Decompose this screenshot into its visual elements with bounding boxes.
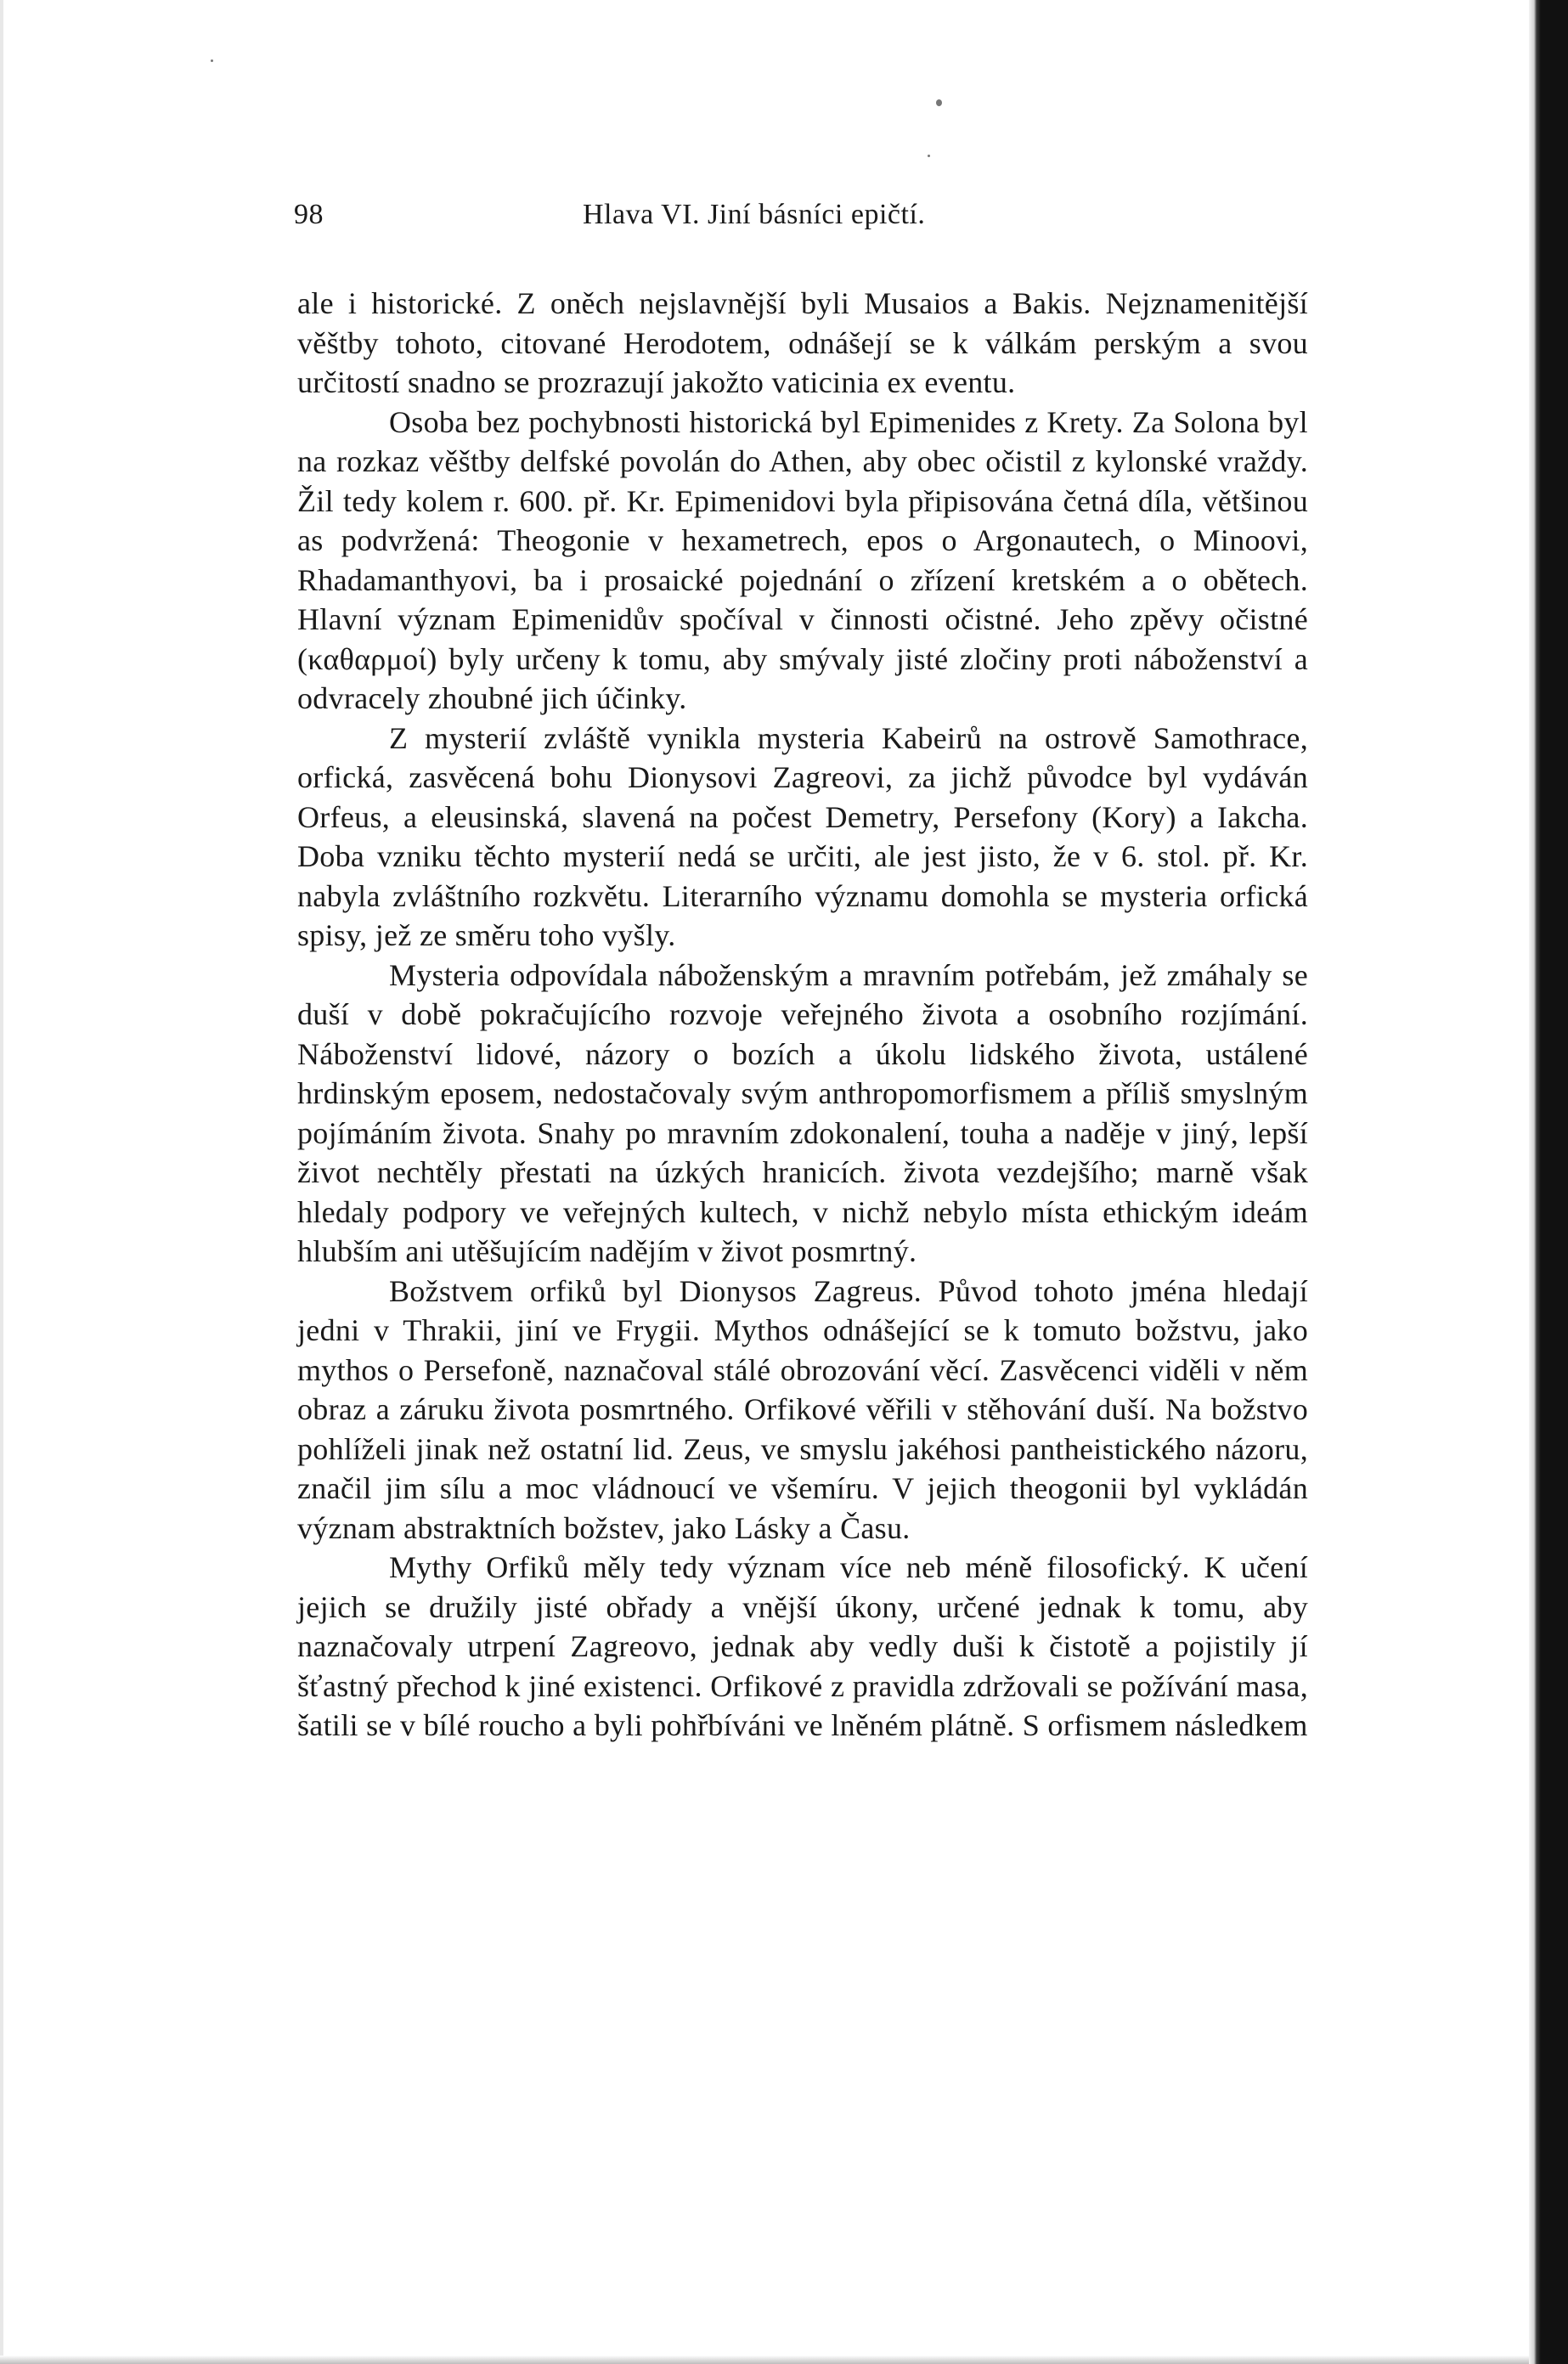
paragraph: Božstvem orfiků byl Dionysos Zagreus. Původ tohoto jména hledají jedni v Thrakii, jiní ve Frygii. Mythos odnášející se k tomuto božstvu, jako mythos o Persefoně, naznačoval stálé obrozování věcí. Zasvěcenci viděli v něm obraz a záruku života posmrtného. Orfikové věřili v stěhování duší. Na božstvo pohlíželi jinak než ostatní lid. Zeus, ve smyslu jakéhosi pantheistického názoru, značil jim sílu a moc vládnoucí ve všemíru. V jejich theogonii byl vykládán význam abstraktních božstev, jako Lásky a Času. xyxy=(297,1273,1308,1545)
scan-speck xyxy=(936,99,942,106)
running-title: Hlava VI. Jiní básníci epičtí. xyxy=(583,199,926,230)
page-header xyxy=(294,194,1305,236)
scan-edge-bottom xyxy=(0,2356,1529,2364)
paragraph: Mysteria odpovídala náboženským a mravním potřebám, jež zmáhaly se duší v době pokračujícího rozvoje veřejného života a osobního rozjímání. Náboženství lidové, názory o bozích a úkolu lidského života, ustálené hrdinským eposem, nedostačovaly svým anthropomorfismem a příliš smyslným pojímáním života. Snahy po mravním zdokonalení, touha a naděje v jiný, lepší život nechtěly přestati na úzkých hranicích. života vezdejšího; marně však hledaly podpory ve veřejných kultech, v nichž nebylo místa ethickým ideám hlubším ani utěšujícím nadějím v život posmrtný. xyxy=(297,957,1308,1268)
page-number: 98 xyxy=(294,199,324,230)
body-text xyxy=(297,284,1308,1746)
paragraph: ale i historické. Z oněch nejslavnější byli Musaios a Bakis. Nejznamenitější věštby tohoto, citované Herodotem, odnášejí se k válkám perským a svou určitostí snadno se prozrazují jakožto vaticinia ex eventu. xyxy=(297,286,1308,399)
scan-edge-left xyxy=(0,0,3,2364)
paragraph: Z mysterií zvláště vynikla mysteria Kabeirů na ostrově Samothrace, orfická, zasvěcená bohu Dionysovi Zagreovi, za jichž původce byl vydáván Orfeus, a eleusinská, slavená na počest Demetry, Persefony (Kory) a Iakcha. Doba vzniku těchto mysterií nedá se určiti, ale jest jisto, že v 6. stol. př. Kr. nabyla zvláštního rozkvětu. Literarního významu domohla se mysteria orfická spisy, jež ze směru toho vyšly. xyxy=(297,720,1308,952)
scan-speck xyxy=(928,155,930,157)
scan-edge-right xyxy=(1529,0,1568,2364)
paragraph: Mythy Orfiků měly tedy význam více neb méně filosofický. K učení jejich se družily jisté obřady a vnější úkony, určené jednak k tomu, aby naznačovaly utrpení Zagreovo, jednak aby vedly duši k čistotě a pojistily jí šťastný přechod k jiné existenci. Orfikové z pravidla zdržovali se požívání masa, šatili se v bílé roucho a byli pohřbíváni ve lněném plátně. S orfismem následkem xyxy=(297,1550,1308,1742)
scan-speck xyxy=(211,59,213,62)
paragraph: Osoba bez pochybnosti historická byl Epimenides z Krety. Za Solona byl na rozkaz věštby delfské povolán do Athen, aby obec očistil z kylonské vraždy. Žil tedy kolem r. 600. př. Kr. Epimenidovi byla připisována četná díla, většinou as podvržená: Theogonie v hexametrech, epos o Argonautech, o Minoovi, Rhadamanthyovi, ba i prosaické pojednání o zřízení kretském a o obětech. Hlavní význam Epimenidův spočíval v činnosti očistné. Jeho zpěvy očistné (καθαρμοί) byly určeny k tomu, aby smývaly jisté zločiny proti náboženství a odvracely zhoubné jich účinky. xyxy=(297,404,1308,715)
